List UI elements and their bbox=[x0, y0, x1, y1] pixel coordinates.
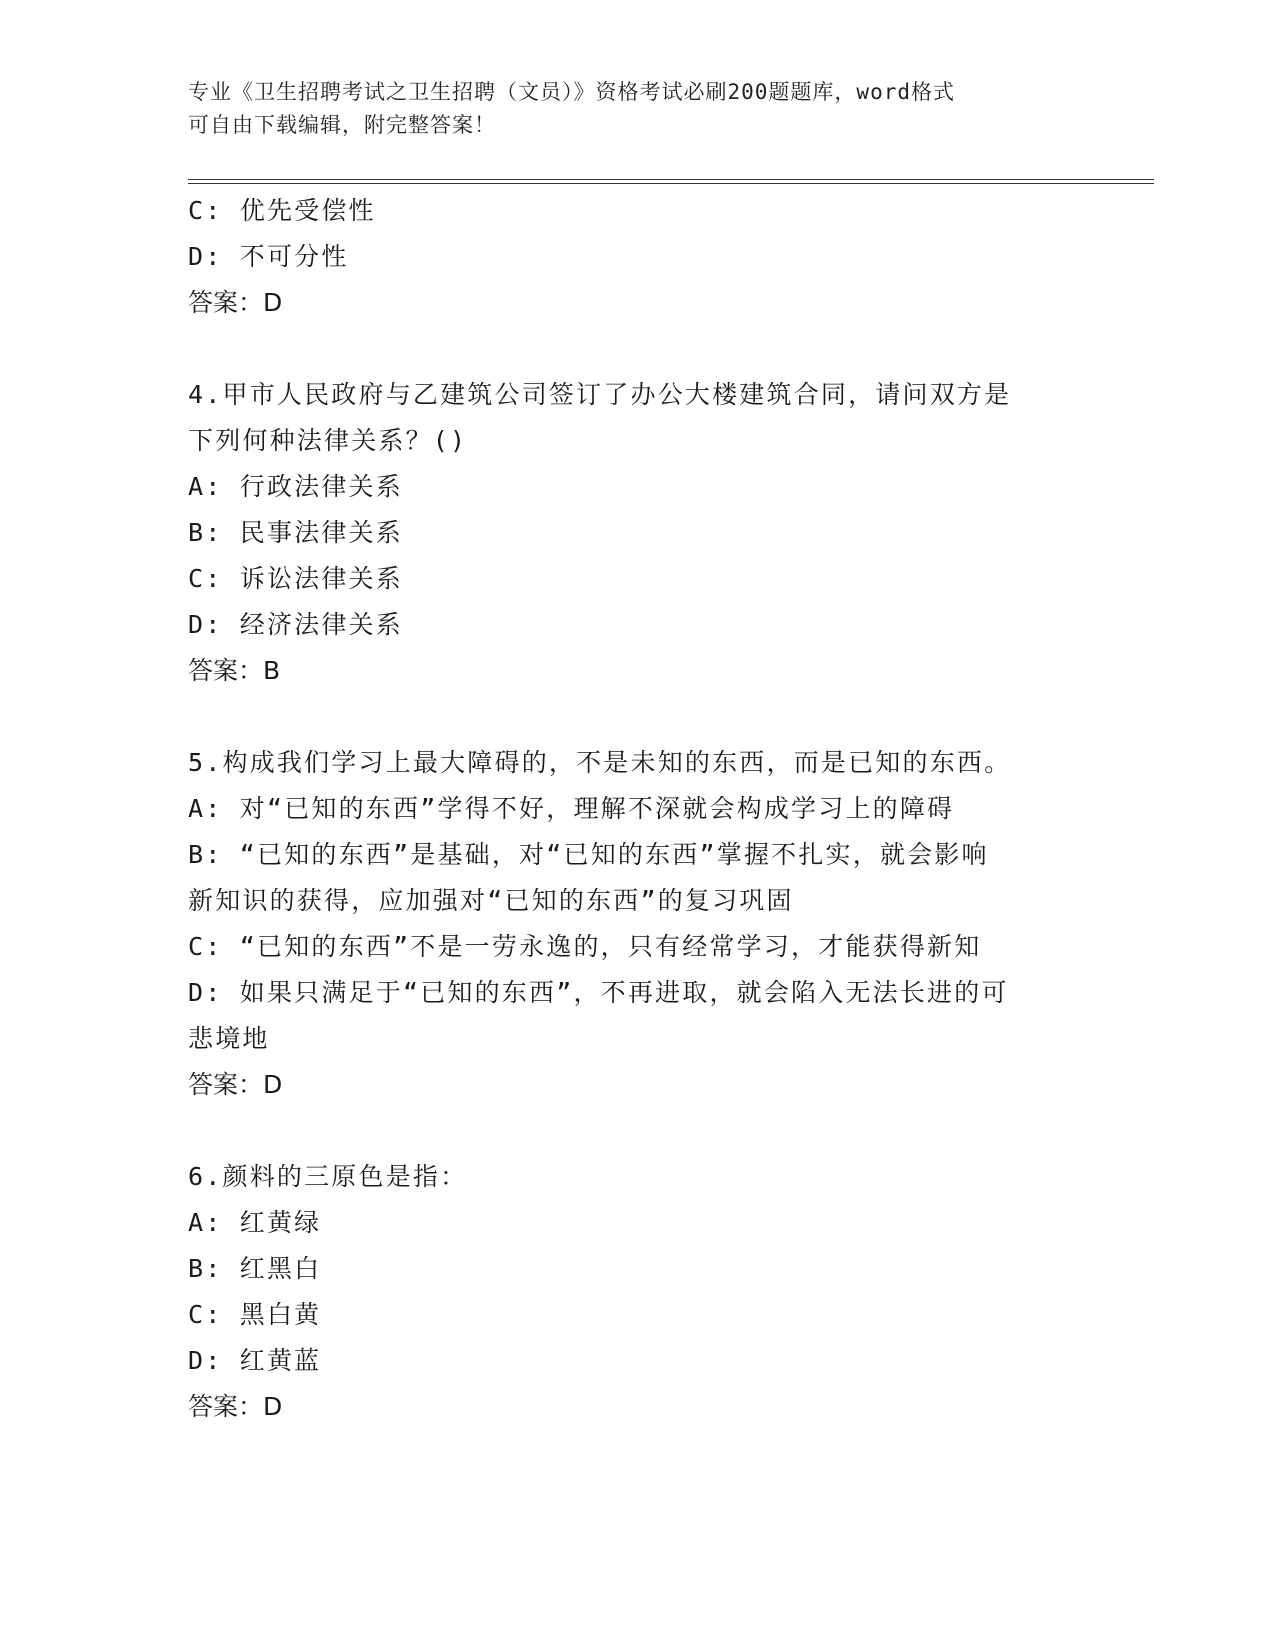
option-b: B: 民事法律关系 bbox=[188, 518, 403, 547]
document-header bbox=[188, 76, 1068, 142]
spacer bbox=[188, 1108, 1088, 1154]
spacer bbox=[188, 694, 1088, 740]
option-a: A: 行政法律关系 bbox=[188, 472, 403, 501]
option-d: D: 红黄蓝 bbox=[188, 1346, 322, 1375]
spacer bbox=[188, 326, 1088, 372]
question-stem: 4.甲市人民政府与乙建筑公司签订了办公大楼建筑合同，请问双方是 bbox=[188, 380, 1012, 409]
option-d: D: 如果只满足于“已知的东西”，不再进取，就会陷入无法长进的可 bbox=[188, 978, 1009, 1007]
header-divider-top bbox=[188, 179, 1154, 180]
header-divider-bottom bbox=[188, 183, 1154, 184]
option-b: B: 红黑白 bbox=[188, 1254, 322, 1283]
option-d: D: 不可分性 bbox=[188, 242, 349, 271]
question-stem: 下列何种法律关系？() bbox=[188, 426, 468, 455]
question-stem: 5.构成我们学习上最大障碍的，不是未知的东西，而是已知的东西。 bbox=[188, 748, 1012, 777]
question-4 bbox=[188, 372, 1088, 694]
option-c: C: 优先受偿性 bbox=[188, 196, 376, 225]
answer-line: 答案：B bbox=[188, 656, 281, 685]
option-a: A: 红黄绿 bbox=[188, 1208, 322, 1237]
option-d: D: 经济法律关系 bbox=[188, 610, 403, 639]
option-c: C: “已知的东西”不是一劳永逸的，只有经常学习，才能获得新知 bbox=[188, 932, 982, 961]
question-3-continued bbox=[188, 188, 1088, 326]
answer-line: 答案：D bbox=[188, 1070, 283, 1099]
header-title-line-2: 可自由下载编辑，附完整答案！ bbox=[188, 113, 496, 137]
option-c: C: 诉讼法律关系 bbox=[188, 564, 403, 593]
question-stem: 6.颜料的三原色是指： bbox=[188, 1162, 468, 1191]
answer-line: 答案：D bbox=[188, 288, 283, 317]
question-content bbox=[188, 188, 1088, 1430]
answer-line: 答案：D bbox=[188, 1392, 283, 1421]
header-title-line-1: 专业《卫生招聘考试之卫生招聘（文员）》资格考试必刷200题题库，word格式 bbox=[188, 80, 955, 104]
option-d-continued: 悲境地 bbox=[188, 1024, 270, 1053]
option-b: B: “已知的东西”是基础，对“已知的东西”掌握不扎实，就会影响 bbox=[188, 840, 989, 869]
option-b-continued: 新知识的获得，应加强对“已知的东西”的复习巩固 bbox=[188, 886, 794, 915]
option-c: C: 黑白黄 bbox=[188, 1300, 322, 1329]
option-a: A: 对“已知的东西”学得不好，理解不深就会构成学习上的障碍 bbox=[188, 794, 955, 823]
question-6 bbox=[188, 1154, 1088, 1430]
question-5 bbox=[188, 740, 1088, 1108]
